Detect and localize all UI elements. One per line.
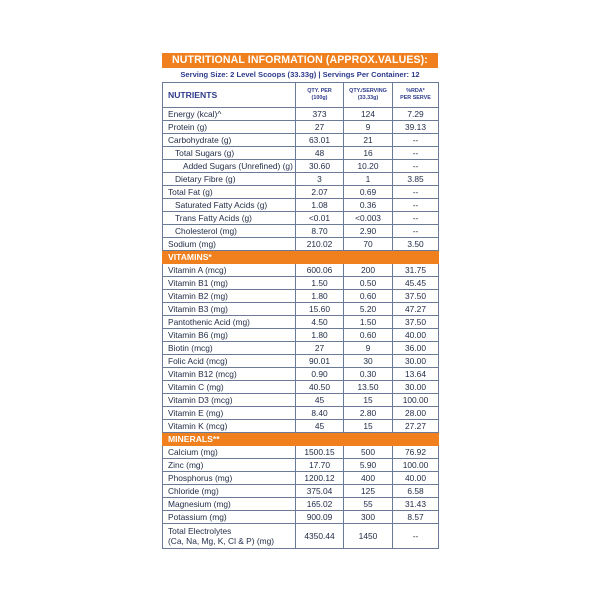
- qty-per-serving: 9: [344, 342, 393, 355]
- qty-per-100g: 1500.15: [296, 446, 344, 459]
- qty-per-100g: 373: [296, 108, 344, 121]
- qty-per-100g: 375.04: [296, 485, 344, 498]
- qty-per-100g: 8.70: [296, 225, 344, 238]
- rda-percent: --: [393, 147, 439, 160]
- qty-per-serving: 1.50: [344, 316, 393, 329]
- table-row: [163, 264, 439, 277]
- table-row: [163, 108, 439, 121]
- nutrient-name: Dietary Fibre (g): [163, 173, 296, 186]
- nutrient-name: Vitamin B2 (mg): [163, 290, 296, 303]
- nutrient-name: Total Sugars (g): [163, 147, 296, 160]
- rda-percent: 3.85: [393, 173, 439, 186]
- qty-per-100g: <0.01: [296, 212, 344, 225]
- header-perserving-line1: QTY./SERVING: [349, 88, 387, 94]
- rda-percent: --: [393, 225, 439, 238]
- header-per100: [296, 83, 344, 108]
- table-row: [163, 160, 439, 173]
- table-row: [163, 316, 439, 329]
- minerals-section-header: MINERALS**: [163, 433, 439, 446]
- table-row: [163, 225, 439, 238]
- rda-percent: 47.27: [393, 303, 439, 316]
- nutrient-name: Energy (kcal)^: [163, 108, 296, 121]
- serving-info: Serving Size: 2 Level Scoops (33.33g) | Servings Per Container: 12: [180, 70, 420, 79]
- table-row: [163, 290, 439, 303]
- nutrient-name: Phosphorus (mg): [163, 472, 296, 485]
- vitamins-section-header: VITAMINS*: [163, 251, 439, 264]
- qty-per-100g: 90.01: [296, 355, 344, 368]
- header-perserving: [344, 83, 393, 108]
- table-row: [163, 407, 439, 420]
- nutrient-name: Calcium (mg): [163, 446, 296, 459]
- qty-per-100g: 27: [296, 342, 344, 355]
- table-row: [163, 238, 439, 251]
- qty-per-serving: 0.30: [344, 368, 393, 381]
- qty-per-serving: 0.60: [344, 329, 393, 342]
- nutrient-name: Folic Acid (mcg): [163, 355, 296, 368]
- table-row: [163, 355, 439, 368]
- qty-per-serving: 0.69: [344, 186, 393, 199]
- rda-percent: 45.45: [393, 277, 439, 290]
- qty-per-serving: 200: [344, 264, 393, 277]
- qty-per-serving: 0.36: [344, 199, 393, 212]
- qty-per-serving: 2.80: [344, 407, 393, 420]
- rda-percent: 40.00: [393, 329, 439, 342]
- table-row: [163, 459, 439, 472]
- rda-percent: 7.29: [393, 108, 439, 121]
- qty-per-serving: 1: [344, 173, 393, 186]
- nutrient-name: Vitamin B1 (mg): [163, 277, 296, 290]
- nutrient-name: Magnesium (mg): [163, 498, 296, 511]
- rda-percent: 100.00: [393, 459, 439, 472]
- nutrient-name: Total Fat (g): [163, 186, 296, 199]
- nutrient-name: Protein (g): [163, 121, 296, 134]
- rda-percent: 40.00: [393, 472, 439, 485]
- table-row: [163, 212, 439, 225]
- qty-per-serving: 5.20: [344, 303, 393, 316]
- rda-percent: --: [393, 134, 439, 147]
- qty-per-100g: 1200.12: [296, 472, 344, 485]
- qty-per-serving: 15: [344, 420, 393, 433]
- rda-percent: --: [393, 212, 439, 225]
- rda-percent: 76.92: [393, 446, 439, 459]
- rda-percent: 6.58: [393, 485, 439, 498]
- header-rda: [393, 83, 439, 108]
- nutrient-name: Cholesterol (mg): [163, 225, 296, 238]
- qty-per-100g: 40.50: [296, 381, 344, 394]
- table-row: [163, 446, 439, 459]
- table-row: [163, 485, 439, 498]
- table-row: [163, 121, 439, 134]
- nutrient-name: Saturated Fatty Acids (g): [163, 199, 296, 212]
- nutrient-name: Sodium (mg): [163, 238, 296, 251]
- qty-per-serving: 9: [344, 121, 393, 134]
- qty-per-serving: <0.003: [344, 212, 393, 225]
- vitamins-section-row: [163, 251, 439, 264]
- qty-per-100g: 15.60: [296, 303, 344, 316]
- table-row: [163, 381, 439, 394]
- qty-per-serving: 16: [344, 147, 393, 160]
- qty-per-100g: 27: [296, 121, 344, 134]
- rda-percent: 3.50: [393, 238, 439, 251]
- table-row: [163, 147, 439, 160]
- qty-per-serving: 124: [344, 108, 393, 121]
- header-per100-line2: (100g): [311, 95, 328, 101]
- nutrient-name: Vitamin B3 (mg): [163, 303, 296, 316]
- nutrient-name: Vitamin K (mcg): [163, 420, 296, 433]
- table-row: [163, 394, 439, 407]
- rda-percent: 30.00: [393, 381, 439, 394]
- minerals-section-row: [163, 433, 439, 446]
- qty-per-serving: 1450: [344, 524, 393, 549]
- table-row: [163, 342, 439, 355]
- qty-per-serving: 10.20: [344, 160, 393, 173]
- qty-per-100g: 165.02: [296, 498, 344, 511]
- nutrient-name: Chloride (mg): [163, 485, 296, 498]
- nutrient-name: Vitamin D3 (mcg): [163, 394, 296, 407]
- qty-per-100g: 1.50: [296, 277, 344, 290]
- nutrient-name: Carbohydrate (g): [163, 134, 296, 147]
- rda-percent: 37.50: [393, 290, 439, 303]
- nutrient-name: Trans Fatty Acids (g): [163, 212, 296, 225]
- table-row: [163, 186, 439, 199]
- table-header-row: [163, 83, 439, 108]
- nutrient-name: Vitamin E (mg): [163, 407, 296, 420]
- qty-per-serving: 400: [344, 472, 393, 485]
- table-row: [163, 420, 439, 433]
- qty-per-100g: 210.02: [296, 238, 344, 251]
- rda-percent: 31.75: [393, 264, 439, 277]
- nutrient-name: [163, 524, 296, 549]
- header-rda-line1: %RDA*: [406, 88, 425, 94]
- rda-percent: --: [393, 199, 439, 212]
- rda-percent: 31.43: [393, 498, 439, 511]
- qty-per-serving: 15: [344, 394, 393, 407]
- qty-per-100g: 900.09: [296, 511, 344, 524]
- rda-percent: 37.50: [393, 316, 439, 329]
- table-row: [163, 303, 439, 316]
- qty-per-100g: 4350.44: [296, 524, 344, 549]
- table-row: [163, 511, 439, 524]
- nutrition-table: [162, 82, 439, 549]
- rda-percent: 30.00: [393, 355, 439, 368]
- nutrient-name: Vitamin B12 (mcg): [163, 368, 296, 381]
- nutrient-name: Pantothenic Acid (mg): [163, 316, 296, 329]
- qty-per-serving: 55: [344, 498, 393, 511]
- table-row: [163, 329, 439, 342]
- qty-per-serving: 300: [344, 511, 393, 524]
- panel-title: NUTRITIONAL INFORMATION (APPROX.VALUES):: [162, 53, 438, 68]
- rda-percent: 36.00: [393, 342, 439, 355]
- nutrient-name: Zinc (mg): [163, 459, 296, 472]
- electrolytes-name-line2: (Ca, Na, Mg, K, Cl & P) (mg): [168, 536, 275, 546]
- table-row: [163, 472, 439, 485]
- nutrient-name: Vitamin C (mg): [163, 381, 296, 394]
- table-row: [163, 277, 439, 290]
- table-row: [163, 134, 439, 147]
- rda-percent: 39.13: [393, 121, 439, 134]
- nutrient-name: Vitamin B6 (mg): [163, 329, 296, 342]
- qty-per-serving: 21: [344, 134, 393, 147]
- qty-per-100g: 3: [296, 173, 344, 186]
- rda-percent: --: [393, 524, 439, 549]
- nutrient-name: Potassium (mg): [163, 511, 296, 524]
- qty-per-serving: 0.50: [344, 277, 393, 290]
- qty-per-100g: 1.80: [296, 290, 344, 303]
- header-perserving-line2: (33.33g): [357, 95, 379, 101]
- qty-per-100g: 8.40: [296, 407, 344, 420]
- qty-per-serving: 70: [344, 238, 393, 251]
- table-row: [163, 368, 439, 381]
- nutrient-name: Biotin (mcg): [163, 342, 296, 355]
- table-row: [163, 498, 439, 511]
- qty-per-serving: 500: [344, 446, 393, 459]
- table-row: [163, 173, 439, 186]
- nutrient-name: Vitamin A (mcg): [163, 264, 296, 277]
- rda-percent: --: [393, 160, 439, 173]
- qty-per-100g: 45: [296, 420, 344, 433]
- rda-percent: 27.27: [393, 420, 439, 433]
- qty-per-100g: 2.07: [296, 186, 344, 199]
- qty-per-serving: 2.90: [344, 225, 393, 238]
- header-rda-line2: PER SERVE: [400, 95, 431, 101]
- qty-per-100g: 48: [296, 147, 344, 160]
- nutrition-panel: [162, 53, 438, 549]
- electrolytes-name-line1: Total Electrolytes: [168, 526, 232, 536]
- rda-percent: --: [393, 186, 439, 199]
- qty-per-100g: 1.08: [296, 199, 344, 212]
- qty-per-serving: 30: [344, 355, 393, 368]
- rda-percent: 8.57: [393, 511, 439, 524]
- qty-per-100g: 63.01: [296, 134, 344, 147]
- qty-per-serving: 125: [344, 485, 393, 498]
- header-per100-line1: QTY. PER: [307, 88, 332, 94]
- qty-per-serving: 5.90: [344, 459, 393, 472]
- qty-per-100g: 45: [296, 394, 344, 407]
- qty-per-100g: 1.80: [296, 329, 344, 342]
- qty-per-100g: 600.06: [296, 264, 344, 277]
- qty-per-serving: 0.60: [344, 290, 393, 303]
- qty-per-100g: 0.90: [296, 368, 344, 381]
- rda-percent: 100.00: [393, 394, 439, 407]
- qty-per-100g: 30.60: [296, 160, 344, 173]
- qty-per-serving: 13.50: [344, 381, 393, 394]
- rda-percent: 28.00: [393, 407, 439, 420]
- qty-per-100g: 17.70: [296, 459, 344, 472]
- nutrient-name: Added Sugars (Unrefined) (g): [163, 160, 296, 173]
- qty-per-100g: 4.50: [296, 316, 344, 329]
- table-row: [163, 524, 439, 549]
- header-nutrients: NUTRIENTS: [163, 83, 296, 108]
- rda-percent: 13.64: [393, 368, 439, 381]
- table-row: [163, 199, 439, 212]
